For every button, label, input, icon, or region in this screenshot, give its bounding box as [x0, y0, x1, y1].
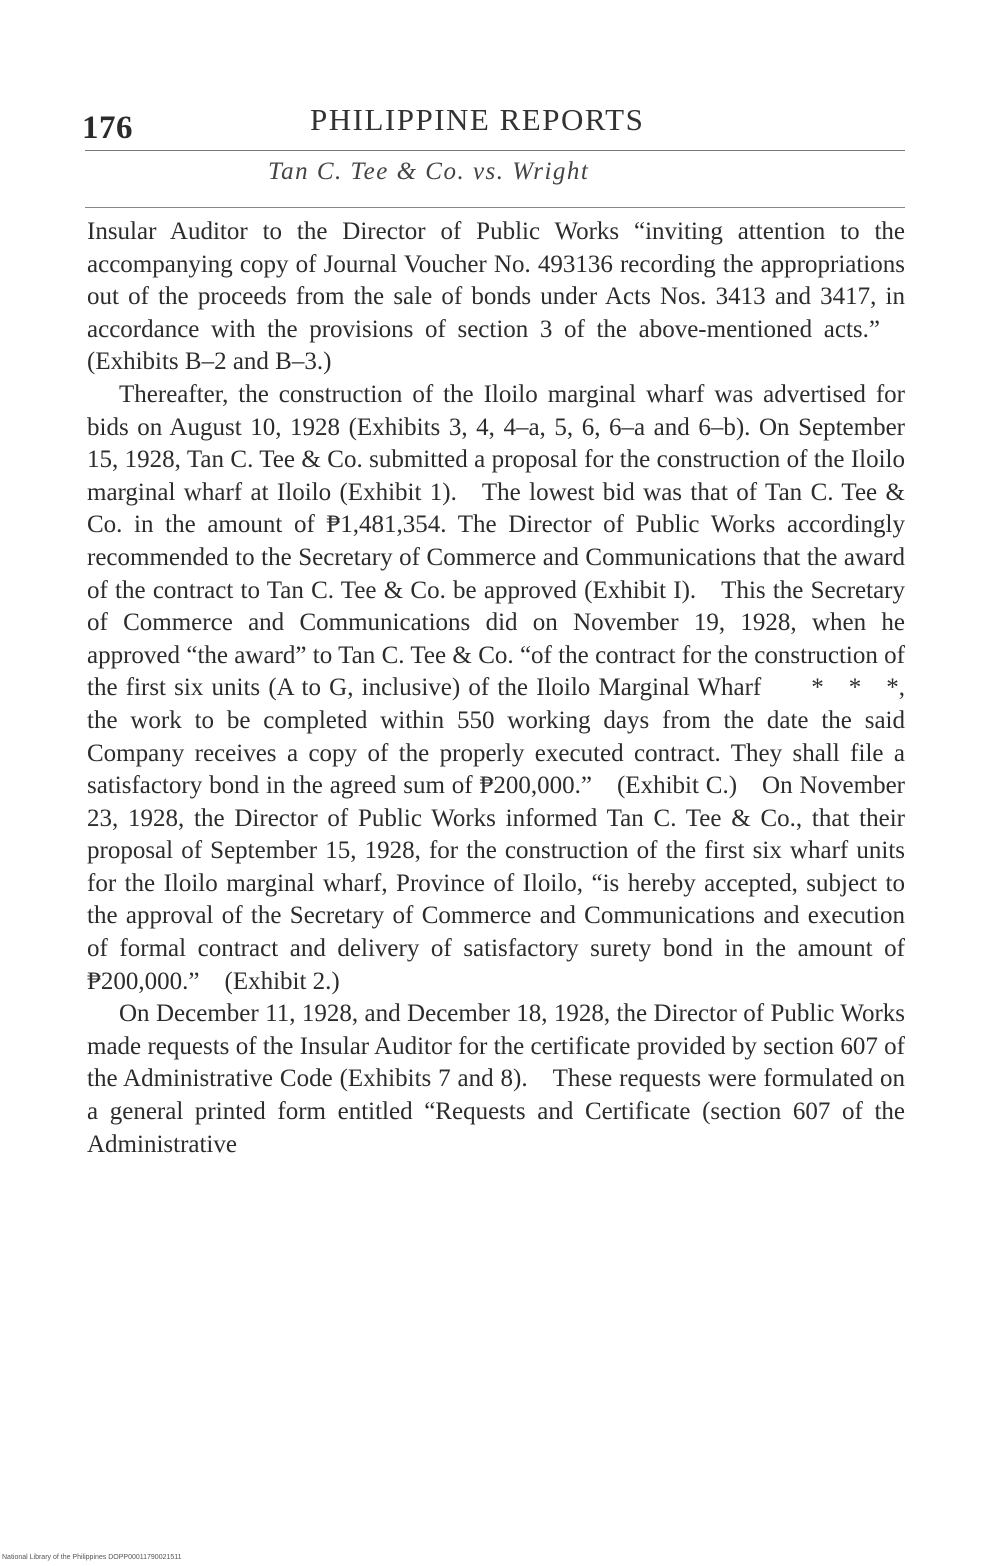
header-rule-bottom [85, 207, 905, 208]
paragraph-bids: Thereafter, the construction of the Iloilo marginal wharf was advertised for bids on August 10, 1928 (Exhibits 3, 4, 4–a, 5, 6, 6–a and 6–b). On September 15, 1928, Tan C. Tee & Co. submitted a proposal for the construction of the Iloilo marginal wharf at Iloilo (Exhibit 1). The lowest bid was that of Tan C. Tee & Co. in the amount of ₱1,481,354. The Director of Public Works accordingly recommended to the Secretary of Commerce and Communications that the award of the contract to Tan C. Tee & Co. be approved (Exhibit I). This the Secretary of Commerce and Communications did on November 19, 1928, when he approved “the award” to Tan C. Tee & Co. “of the contract for the construction of the first six units (A to G, inclusive) of the Iloilo Marginal Wharf * * *, the work to be completed within 550 working days from the date the said Company receives a copy of the properly executed contract. They shall file a satisfactory bond in the agreed sum of ₱200,000.” (Exhibit C.) On November 23, 1928, the Director of Public Works informed Tan C. Tee & Co., that their proposal of September 15, 1928, for the construction of the first six wharf units for the Iloilo marginal wharf, Province of Iloilo, “is hereby accepted, subject to the approval of the Secretary of Commerce and Communications and execution of formal contract and delivery of satisfactory surety bond in the amount of ₱200,000.” (Exhibit 2.) [87, 380, 905, 995]
case-title: Tan C. Tee & Co. vs. Wright [268, 158, 590, 185]
scan-credit: National Library of the Philippines DOPP00011790021511 [2, 1554, 182, 1561]
page-number: 176 [82, 110, 133, 146]
paragraph-continuation: Insular Auditor to the Director of Public Works “inviting attention to the accompanying copy of Journal Voucher No. 493136 recording the appropriations out of the proceeds from the sale of bonds under Acts Nos. 3413 and 3417, in accordance with the provisions of section 3 of the above-mentioned acts.” (Exhibits B–2 and B–3.) [87, 218, 905, 376]
running-title: PHILIPPINE REPORTS [310, 102, 645, 137]
header-rule [85, 150, 905, 151]
paragraph-requests: On December 11, 1928, and December 18, 1928, the Director of Public Works made requests of the Insular Auditor for the certificate provided by section 607 of the Administrative Code (Exhibits 7 and 8). These requests were formulated on a general printed form entitled “Requests and Certificate (section 607 of the Administrative [87, 1000, 905, 1158]
body-text [87, 216, 905, 1161]
